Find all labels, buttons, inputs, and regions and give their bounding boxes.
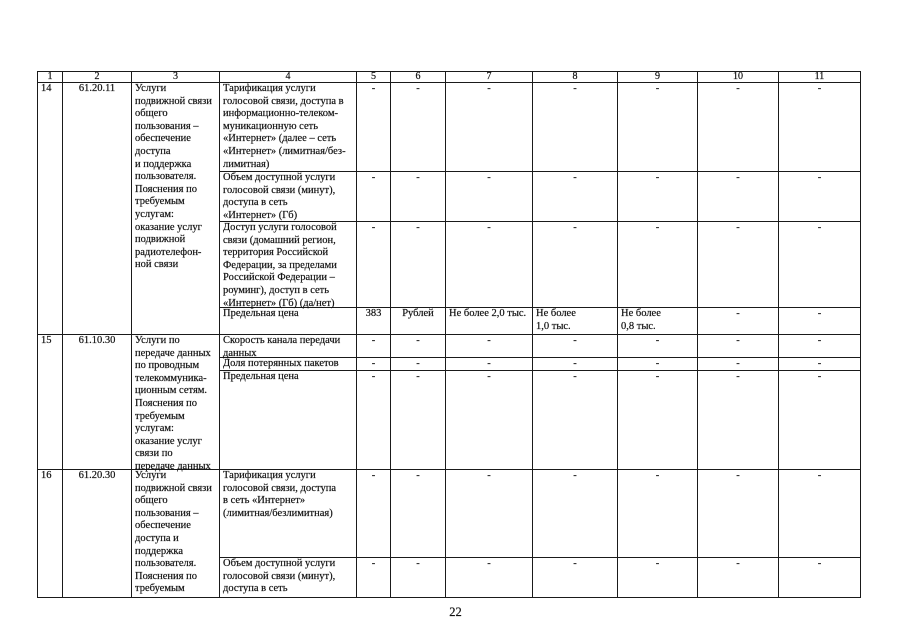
parameter-name-cell-text: Доля потерянных пакетов (223, 358, 339, 369)
value-cell-text: - (487, 358, 491, 369)
value-cell-text: - (371, 558, 376, 569)
value-cell-text: - (573, 470, 577, 481)
value-cell (446, 335, 533, 358)
column-number-header-text: 7 (486, 71, 492, 82)
okpd-code-cell (63, 335, 132, 470)
column-number-header-text: 4 (285, 71, 291, 82)
value-cell-text: Не более 1,0 тыс. (536, 308, 576, 332)
parameter-name-cell-text: Предельная цена (223, 308, 299, 319)
column-number-header (357, 72, 391, 83)
parameter-name-cell (220, 222, 357, 308)
value-cell-text: - (371, 335, 376, 346)
value-cell (357, 222, 391, 308)
value-cell (779, 470, 861, 558)
column-number-header-text: 10 (733, 71, 743, 82)
value-cell (533, 358, 618, 371)
value-cell (391, 558, 446, 598)
parameter-name-cell (220, 558, 357, 598)
value-cell (357, 558, 391, 598)
value-cell-text: - (817, 335, 822, 346)
okpd-code-cell (63, 83, 132, 335)
row-number-cell-text: 16 (41, 470, 52, 481)
value-cell (533, 222, 618, 308)
column-number-header (132, 72, 220, 83)
value-cell (698, 308, 779, 335)
column-number-row (38, 72, 861, 83)
value-cell-text: - (655, 358, 660, 369)
value-cell-text: - (817, 83, 822, 94)
value-cell-text: - (736, 371, 740, 382)
okpd-code-cell-text: 61.20.11 (78, 83, 116, 94)
okpd-code-cell (63, 470, 132, 598)
column-number-header-text: 8 (572, 71, 578, 82)
row-number-cell (38, 83, 63, 335)
value-cell-text: - (655, 335, 660, 346)
value-cell (779, 308, 861, 335)
service-description-cell (132, 335, 220, 470)
value-cell (618, 172, 698, 222)
value-cell (391, 371, 446, 470)
service-description-cell-text: Услуги подвижной связи общего пользования – обеспечение доступа и поддержка пользователя. Пояснения по требуемым (135, 470, 212, 595)
value-cell (357, 308, 391, 335)
value-cell (618, 222, 698, 308)
parameter-name-cell-text: Объем доступной услуги голосовой связи (минут), доступа в сеть «Интернет» (Гб) (223, 172, 336, 221)
value-cell-text: - (573, 172, 577, 183)
column-number-header (698, 72, 779, 83)
value-cell-text: - (736, 308, 740, 319)
parameter-name-cell (220, 470, 357, 558)
value-cell (618, 335, 698, 358)
column-number-header (533, 72, 618, 83)
value-cell (446, 222, 533, 308)
column-number-header (38, 72, 63, 83)
table-row (38, 83, 861, 172)
value-cell-text: - (736, 470, 740, 481)
value-cell-text: - (817, 371, 822, 382)
value-cell (779, 83, 861, 172)
value-cell (391, 308, 446, 335)
value-cell-text: Рублей (402, 308, 434, 319)
page-number: 22 (449, 605, 462, 619)
column-number-header-text: 11 (814, 71, 825, 82)
value-cell-text: - (817, 470, 822, 481)
value-cell-text: - (655, 558, 660, 569)
value-cell (391, 335, 446, 358)
value-cell (533, 308, 618, 335)
column-number-header (63, 72, 132, 83)
parameter-name-cell (220, 335, 357, 358)
value-cell-text: - (736, 558, 740, 569)
value-cell (698, 558, 779, 598)
value-cell (357, 371, 391, 470)
value-cell (618, 558, 698, 598)
value-cell (357, 358, 391, 371)
value-cell (533, 83, 618, 172)
parameter-name-cell-text: Доступ услуги голосовой связи (домашний регион, территория Российской Федерации, за пределами Российской Федерации – роуминг), доступ в сеть «Интернет» (Гб) (да/нет) (223, 222, 337, 309)
value-cell-text: 383 (365, 308, 382, 319)
value-cell-text: - (655, 470, 660, 481)
row-number-cell (38, 470, 63, 598)
value-cell (618, 308, 698, 335)
column-number-header-text: 1 (47, 71, 53, 82)
value-cell (618, 83, 698, 172)
value-cell-text: - (655, 83, 660, 94)
value-cell (779, 172, 861, 222)
parameter-name-cell-text: Тарификация услуги голосовой связи, доступа в сеть «Интернет» (лимитная/безлимитная) (223, 470, 337, 519)
column-number-header-text: 3 (173, 71, 178, 82)
service-description-cell (132, 470, 220, 598)
column-number-header-text: 5 (371, 71, 376, 82)
table-row (38, 335, 861, 358)
value-cell-text: - (416, 222, 420, 233)
parameter-name-cell-text: Скорость канала передачи данных (223, 335, 341, 359)
value-cell-text: - (416, 470, 420, 481)
value-cell-text: - (416, 335, 420, 346)
value-cell-text: - (416, 83, 420, 94)
value-cell-text: - (487, 558, 491, 569)
value-cell-text: - (736, 335, 740, 346)
parameter-name-cell (220, 358, 357, 371)
value-cell-text: - (573, 83, 577, 94)
value-cell-text: - (487, 371, 491, 382)
value-cell (698, 83, 779, 172)
value-cell-text: - (416, 172, 420, 183)
value-cell (698, 358, 779, 371)
value-cell (698, 172, 779, 222)
value-cell (446, 470, 533, 558)
value-cell (779, 558, 861, 598)
column-number-header (220, 72, 357, 83)
value-cell (618, 371, 698, 470)
value-cell-text: - (416, 358, 420, 369)
parameter-name-cell (220, 172, 357, 222)
value-cell-text: - (655, 222, 660, 233)
value-cell (618, 470, 698, 558)
value-cell (391, 358, 446, 371)
parameter-name-cell-text: Предельная цена (223, 371, 299, 382)
value-cell-text: Не более 0,8 тыс. (621, 308, 661, 332)
value-cell-text: - (736, 172, 740, 183)
service-description-cell-text: Услуги подвижной связи общего пользования – обеспечение доступа и поддержка пользователя. Пояснения по требуемым услугам: оказание услуг подвижной радиотелефон- ной связи (135, 83, 212, 271)
value-cell-text: - (487, 222, 491, 233)
value-cell-text: - (416, 558, 420, 569)
value-cell (391, 172, 446, 222)
value-cell-text: - (817, 172, 822, 183)
value-cell-text: - (655, 172, 660, 183)
value-cell-text: - (573, 558, 577, 569)
value-cell (618, 358, 698, 371)
column-number-header (391, 72, 446, 83)
value-cell (533, 470, 618, 558)
value-cell (357, 83, 391, 172)
value-cell-text: - (655, 371, 660, 382)
parameter-name-cell (220, 371, 357, 470)
value-cell (698, 335, 779, 358)
requirements-table (37, 71, 861, 598)
value-cell (698, 222, 779, 308)
value-cell (698, 371, 779, 470)
value-cell (698, 470, 779, 558)
value-cell-text: - (817, 222, 822, 233)
service-description-cell-text: Услуги по передаче данных по проводным телекоммуника- ционным сетям. Пояснения по требуемым услугам: оказание услуг связи по передаче данных (135, 335, 211, 472)
parameter-name-cell-text: Тарификация услуги голосовой связи, доступа в информационно-телеком- муникационную сеть «Интернет» (далее – сеть «Интернет» (лимитная/без- лимитная) (223, 83, 346, 170)
value-cell-text: - (371, 222, 376, 233)
value-cell-text: - (487, 83, 491, 94)
value-cell (779, 371, 861, 470)
value-cell-text: - (573, 222, 577, 233)
value-cell-text: - (416, 371, 420, 382)
column-number-header-text: 6 (415, 71, 421, 82)
column-number-header-text: 2 (94, 71, 100, 82)
row-number-cell (38, 335, 63, 470)
column-number-header (618, 72, 698, 83)
value-cell-text: - (487, 470, 491, 481)
value-cell (779, 335, 861, 358)
row-number-cell-text: 15 (41, 335, 52, 346)
value-cell-text: - (487, 335, 491, 346)
value-cell (779, 358, 861, 371)
value-cell-text: - (487, 172, 491, 183)
value-cell (446, 558, 533, 598)
value-cell (391, 470, 446, 558)
value-cell (391, 222, 446, 308)
value-cell-text: - (736, 358, 740, 369)
value-cell (446, 358, 533, 371)
value-cell-text: - (736, 83, 740, 94)
value-cell-text: - (573, 371, 577, 382)
value-cell (357, 172, 391, 222)
value-cell-text: - (573, 358, 577, 369)
value-cell (779, 222, 861, 308)
column-number-header-text: 9 (655, 71, 660, 82)
value-cell-text: - (371, 172, 376, 183)
value-cell-text: - (817, 358, 822, 369)
value-cell-text: - (371, 83, 376, 94)
value-cell-text: - (371, 371, 376, 382)
value-cell-text: - (371, 358, 376, 369)
value-cell-text: - (736, 222, 740, 233)
value-cell (533, 558, 618, 598)
value-cell (446, 172, 533, 222)
service-description-cell (132, 83, 220, 335)
parameter-name-cell-text: Объем доступной услуги голосовой связи (минут), доступа в сеть (223, 558, 336, 595)
table-row (38, 470, 861, 558)
row-number-cell-text: 14 (41, 83, 52, 94)
value-cell-text: - (817, 558, 822, 569)
value-cell (357, 335, 391, 358)
value-cell (391, 83, 446, 172)
okpd-code-cell-text: 61.10.30 (78, 335, 116, 346)
value-cell (446, 308, 533, 335)
column-number-header (446, 72, 533, 83)
value-cell-text: - (817, 308, 822, 319)
value-cell-text: - (371, 470, 376, 481)
parameter-name-cell (220, 308, 357, 335)
value-cell (357, 470, 391, 558)
value-cell (446, 83, 533, 172)
value-cell (533, 335, 618, 358)
parameter-name-cell (220, 83, 357, 172)
value-cell (446, 371, 533, 470)
value-cell-text: - (573, 335, 577, 346)
value-cell (533, 371, 618, 470)
value-cell-text: Не более 2,0 тыс. (449, 308, 527, 319)
okpd-code-cell-text: 61.20.30 (78, 470, 116, 481)
value-cell (533, 172, 618, 222)
column-number-header (779, 72, 861, 83)
